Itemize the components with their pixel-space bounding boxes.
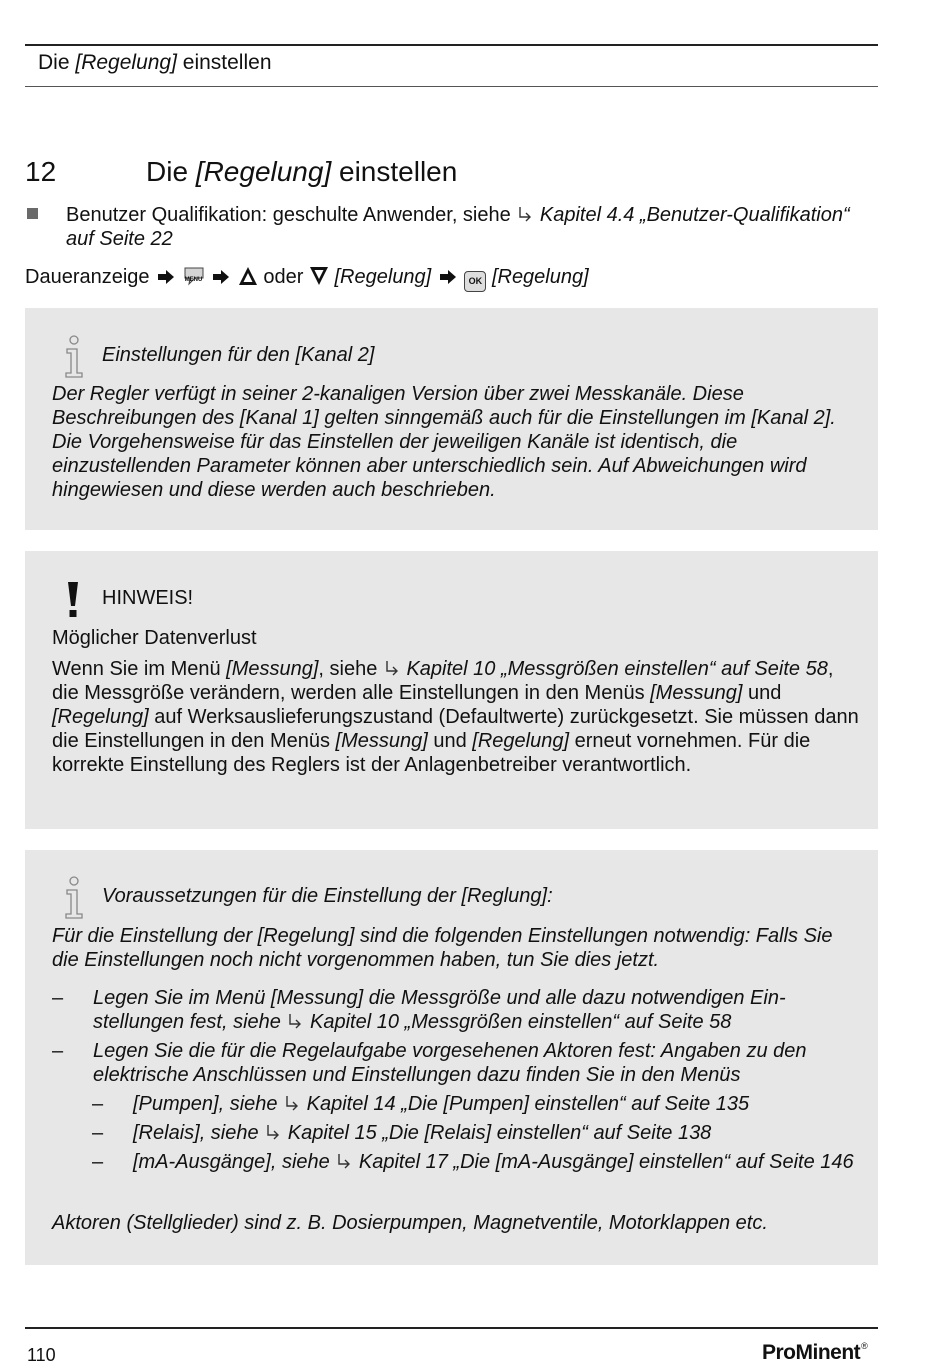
arrow-right-icon <box>439 269 457 285</box>
info-box-kanal-2-text: Der Regler verfügt in seiner 2-kanaligen Version über zwei Messkanäle. Diese Beschreibungen des [Kanal 1] gelten sinngemäß auch für die Einstellungen im [Kanal 2]. Die Vorgehensweise für das Einstellen der jeweiligen Kanäle ist identisch, die einzustellenden Parameter können aber unterschiedlich sein. Auf Abweichungen wird hingewiesen und diese werden auch beschrieben. <box>52 383 836 501</box>
prerequisites-intro: Für die Einstellung der [Regelung] sind die folgenden Einstellungen notwendig: Falls Sie die Einstellungen noch nicht vorgenommen haben, tun Sie dies jetzt. <box>52 925 833 971</box>
info-box-kanal-2-heading: Einstellungen für den [Kanal 2] <box>102 344 375 366</box>
chapter-17-link[interactable]: Kapitel 17 „Die [mA-Ausgänge] einstellen“ auf Seite 146 <box>358 1151 854 1173</box>
down-key-icon[interactable] <box>309 266 329 286</box>
page-number: 110 <box>27 1345 56 1365</box>
prerequisites-outro: Aktoren (Stellglieder) sind z. B. Dosierpumpen, Magnetventile, Motorklappen etc. <box>52 1212 768 1234</box>
info-icon <box>62 876 86 920</box>
reference-arrow-icon <box>516 204 534 226</box>
chapter-14-link[interactable]: Kapitel 14 „Die [Pumpen] einstellen“ auf Seite 135 <box>306 1093 750 1115</box>
chapter-10-link[interactable]: Kapitel 10 „Messgrößen einstellen“ auf Seite 58 <box>310 1011 732 1033</box>
header-top-rule <box>25 44 878 46</box>
arrow-right-icon <box>157 269 175 285</box>
reference-arrow-icon <box>286 1011 304 1033</box>
qualification-label: Benutzer Qualifikation: <box>66 204 268 226</box>
header-bottom-rule <box>25 86 878 87</box>
menu-key-icon[interactable]: MENU <box>183 266 205 286</box>
prerequisites-list <box>52 986 862 1174</box>
arrow-right-icon <box>212 269 230 285</box>
reference-arrow-icon <box>383 658 401 680</box>
user-qualification: Benutzer Qualifikation: geschulte Anwender, siehe Kapitel 4.4 „Benutzer-Qualifikation“ auf Seite 22 <box>66 204 850 250</box>
running-head: Die [Regelung] einstellen <box>38 51 272 74</box>
notice-subheading: Möglicher Datenverlust <box>52 627 257 649</box>
info-icon <box>62 335 86 379</box>
chapter-title: Die [Regelung] einstellen <box>146 156 458 187</box>
notice-heading: HINWEIS! <box>102 587 194 609</box>
prerequisites-heading: Voraussetzungen für die Einstellung der [Reglung]: <box>102 885 553 907</box>
sub-list-item: – [Pumpen], siehe Kapitel 14 „Die [Pumpen] einstellen“ auf Seite 135 <box>92 1093 750 1115</box>
footer-rule <box>25 1327 878 1329</box>
reference-arrow-icon <box>283 1093 301 1115</box>
chapter-number: 12 <box>25 156 57 187</box>
list-item: – Legen Sie die für die Regelaufgabe vorgesehenen Aktoren fest: Angaben zu den elektrische Anschlüssen und Einstellungen dazu finden Sie in den Menüs <box>52 1040 807 1086</box>
brand-logo: ProMinent® <box>762 1341 868 1364</box>
reference-arrow-icon <box>264 1122 282 1144</box>
ok-key-icon[interactable]: OK <box>464 271 486 292</box>
sub-list-item: – [mA-Ausgänge], siehe Kapitel 17 „Die [mA-Ausgänge] einstellen“ auf Seite 146 <box>92 1151 854 1173</box>
bullet-square-icon <box>27 208 38 219</box>
chapter-10-link[interactable]: Kapitel 10 „Messgrößen einstellen“ auf Seite 58 <box>406 658 828 680</box>
navigation-path: Daueranzeige MENU oder [Regelung] OK [Regelung] <box>25 265 589 292</box>
list-item: – Legen Sie im Menü [Messung] die Messgröße und alle dazu notwendigen Einstellungen fest, siehe Kapitel 10 „Messgrößen einstellen“ auf Seite 58 <box>52 987 786 1033</box>
exclamation-icon <box>66 580 80 620</box>
chapter-15-link[interactable]: Kapitel 15 „Die [Relais] einstellen“ auf Seite 138 <box>287 1122 712 1144</box>
chapter-4-4-link[interactable]: Kapitel 4.4 „Benutzer-Qualifikation“ auf Seite 22 <box>66 204 850 250</box>
up-key-icon[interactable] <box>238 266 258 286</box>
reference-arrow-icon <box>335 1151 353 1173</box>
sub-list-item: – [Relais], siehe Kapitel 15 „Die [Relais] einstellen“ auf Seite 138 <box>92 1122 712 1144</box>
notice-text: Wenn Sie im Menü [Messung], siehe Kapitel 10 „Messgrößen einstellen“ auf Seite 58, die Messgröße verändern, werden alle Einstellungen in den Menüs [Messung] und [Regelung] auf Werksauslieferungszustand (Defaultwerte) zurückgesetzt. Sie müssen dann die Einstellungen in den Menüs [Messung] und [Regelung] erneut vornehmen. Für die korrekte Einstellung des Reglers ist der Anlagenbetreiber verantwortlich. <box>52 658 859 776</box>
